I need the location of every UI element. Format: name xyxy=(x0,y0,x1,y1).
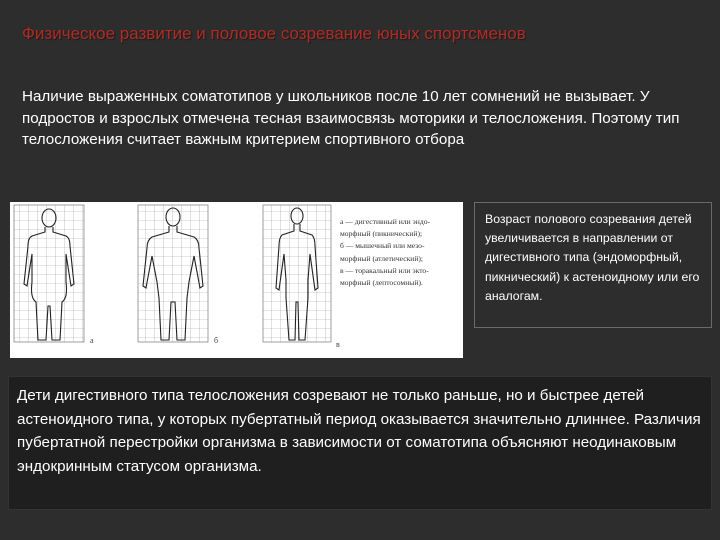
legend-line: б — мышечный или мезо- xyxy=(340,241,425,251)
legend-line: в — торакальный или экто- xyxy=(340,265,429,275)
side-note-text: Возраст полового созревания детей увеличивается в направлении от дигестивного типа (эндоморфный, пикнический) к астеноидному или его аналогам. xyxy=(485,212,700,303)
figure-label-a: а xyxy=(90,336,94,345)
figure-legend xyxy=(340,216,462,289)
slide-title: Физическое развитие и половое созревание юных спортсменов xyxy=(22,24,526,43)
figure-label-c: в xyxy=(336,340,340,349)
figure-label-b: б xyxy=(214,336,219,345)
intro-paragraph: Наличие выраженных соматотипов у школьников после 10 лет сомнений не вызывает. У подростов и взрослых отмечена тесная взаимосвязь моторики и телосложения. Поэтому тип телосложения считает важным критерием спортивного отбора xyxy=(22,88,680,148)
somatotype-figure xyxy=(10,202,463,358)
figure-b-muscular xyxy=(138,205,208,342)
legend-line: морфный (атлетический); xyxy=(340,253,424,263)
bottom-paragraph: Дети дигестивного типа телосложения созревают не только раньше, но и быстрее детей астеноидного типа, у которых пубертатный период оказывается значительно длиннее. Различия пубертатной перестройки организма в зависимости от соматотипа объясняют неодинаковым эндокринным статусом организма. xyxy=(17,387,701,475)
bottom-text-box xyxy=(8,376,712,510)
legend-line: морфный (лептосомный). xyxy=(340,278,423,288)
figure-a-digestive xyxy=(14,205,84,342)
legend-line: а — дигестивный или эндо- xyxy=(340,217,431,226)
figure-c-thoracic xyxy=(263,205,331,342)
side-note-box xyxy=(474,202,712,328)
legend-line: морфный (пикнический); xyxy=(340,229,423,239)
